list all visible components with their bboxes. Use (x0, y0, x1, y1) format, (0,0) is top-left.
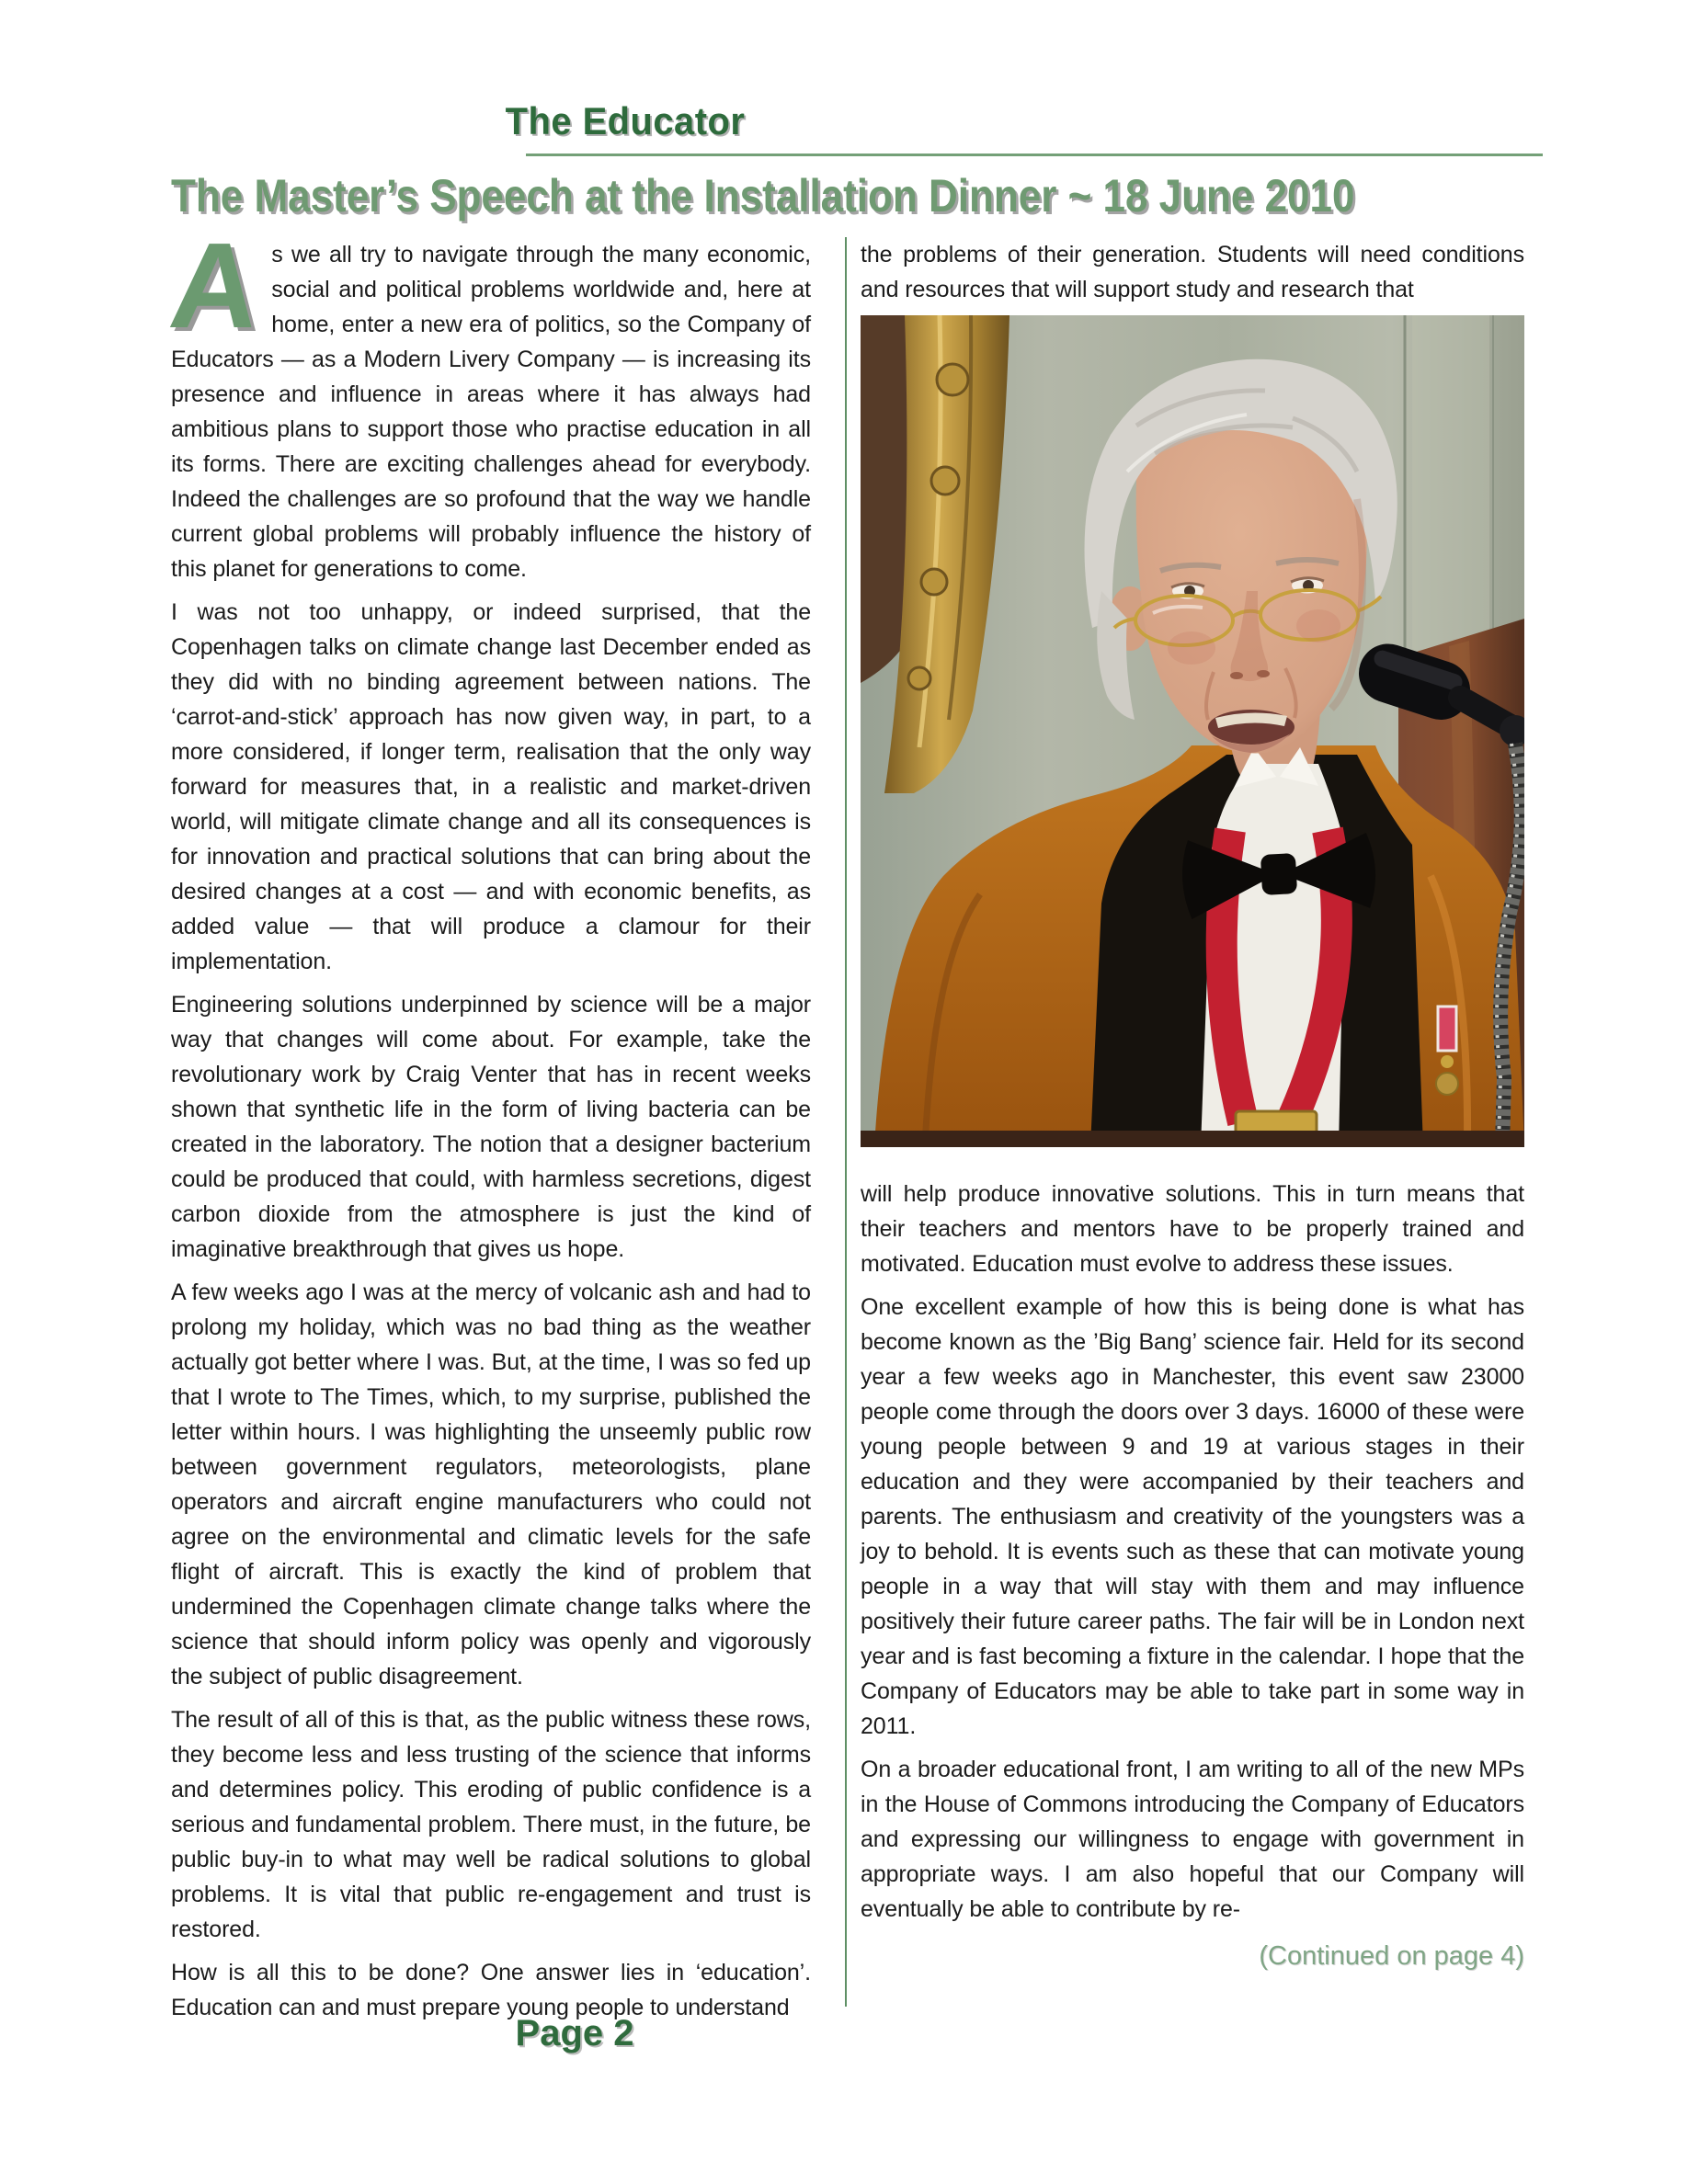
photo-bottom-ledge (861, 1131, 1524, 1147)
paragraph: A few weeks ago I was at the mercy of volcanic ash and had to prolong my holiday, which was no bad thing as the weather actually got better where I was. But, at the time, I was so fed up that I wrote to The Times, which, to my surprise, published the letter within hours. I was highlighting the unseemly public row between government regulators, meteorologists, plane operators and aircraft engine manufacturers who could not agree on the environmental and climatic levels for the safe flight of aircraft. This is exactly the kind of problem that undermined the Copenhagen climate change talks where the science that should inform policy was openly and vigorously the subject of public disagreement. (171, 1280, 811, 1689)
article-headline: The Master’s Speech at the Installation Dinner ~ 18 June 2010 (171, 170, 1355, 222)
paragraph-text: s we all try to navigate through the many economic, social and political problems worldwide and, here at home, enter a new era of politics, so the Company of Educators — as a Modern Livery Company — is increasing its presence and influence in areas where it has always had ambitious plans to support those who practise education in all its forms. There are exciting challenges ahead for everybody. Indeed the challenges are so profound that the way we handle current global problems will probably influence the history of this planet for generations to come. (171, 242, 811, 582)
drop-cap: A (164, 218, 267, 353)
speaker-photo (861, 315, 1524, 1147)
continued-note: (Continued on page 4) (1259, 1941, 1524, 1971)
column-divider (845, 237, 847, 2007)
masthead-rule (526, 154, 1543, 156)
paragraph: How is all this to be done? One answer lies in ‘education’. Education can and must prepare young people to understand (171, 1960, 811, 2020)
paragraph: The result of all of this is that, as the public witness these rows, they become less and less trusting of the science that informs and determines policy. This eroding of public confidence is a serious and fundamental problem. There must, in the future, be public buy-in to what may well be radical solutions to global problems. It is vital that public re-engagement and trust is restored. (171, 1707, 811, 1942)
masthead-title: The Educator (505, 99, 746, 142)
paragraph: the problems of their generation. Students will need conditions and resources that will support study and research that (861, 242, 1524, 302)
paragraph: I was not too unhappy, or indeed surprised, that the Copenhagen talks on climate change last December ended as they did with no binding agreement between nations. The ‘carrot-and-stick’ approach has now given way, in part, to a more considered, if longer term, realisation that the only way forward for measures that, in a realistic and market-driven world, will mitigate climate change and all its consequences is for innovation and practical solutions that can bring about the desired changes at a cost — and with economic benefits, as added value — that will produce a clamour for their implementation. (171, 599, 811, 974)
left-column (164, 218, 811, 2033)
paragraph: Engineering solutions underpinned by science will be a major way that changes will come about. For example, take the revolutionary work by Craig Venter that has in recent weeks shown that synthetic life in the form of living bacteria can be created in the laboratory. The notion that a designer bacterium could be produced that could, with harmless secretions, digest carbon dioxide from the atmosphere is just the kind of imaginative breakthrough that gives us hope. (171, 992, 811, 1262)
paragraph (164, 218, 811, 586)
paragraph: One excellent example of how this is being done is what has become known as the ’Big Bang’ science fair. Held for its second year a few weeks ago in Manchester, this event saw 23000 people come through the doors over 3 days. 16000 of these were young people between 9 and 19 at various stages in their education and they were accompanied by their teachers and parents. The enthusiasm and creativity of the youngsters was a joy to behold. It is events such as these that can motivate young people in a way that will stay with them and may influence positively their future career paths. The fair will be in London next year and is fast becoming a fixture in the calendar. I hope that the Company of Educators may be able to take part in some way in 2011. (861, 1294, 1524, 1739)
paragraph: On a broader educational front, I am writing to all of the new MPs in the House of Commons introducing the Company of Educators and expressing our willingness to engage with government in appropriate ways. I am also hopeful that our Company will eventually be able to contribute by re- (861, 1757, 1524, 1922)
chest-medal (1436, 1007, 1458, 1095)
speaker-photo-illustration (861, 315, 1524, 1147)
paragraph: will help produce innovative solutions. This in turn means that their teachers and mentors have to be properly trained and motivated. Education must evolve to address these issues. (861, 1181, 1524, 1277)
page-number: Page 2 (515, 2013, 634, 2053)
right-column (861, 237, 1524, 1972)
